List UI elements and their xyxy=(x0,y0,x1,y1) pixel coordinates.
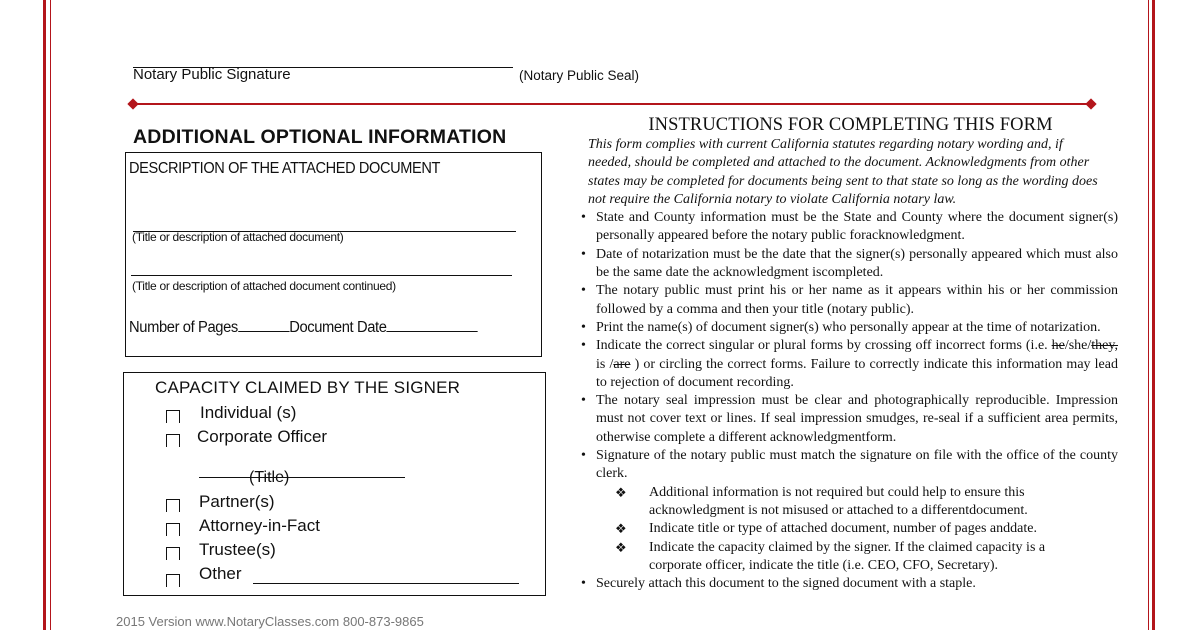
partner-label: Partner(s) xyxy=(199,492,275,511)
instruction-bullet-seal: • The notary seal impression must be clear and photographically reproducible. Impression must not cover text or lines. If seal impression smudges, re-seal if a sufficient area permits, otherwise complete a different acknowledgmentform. xyxy=(583,392,1118,447)
diamond-bullet-icon: ❖ xyxy=(615,539,627,555)
divider-left-diamond-icon xyxy=(127,98,138,109)
notary-signature-label: Notary Public Signature xyxy=(133,66,291,83)
right-border-inner xyxy=(1148,0,1149,630)
additional-info-heading: ADDITIONAL OPTIONAL INFORMATION xyxy=(133,126,507,148)
forms-text-post: ) or circling the correct forms. Failure to correctly indicate this information may lead to rejection of document recording. xyxy=(596,356,1118,390)
individual-label: Individual (s) xyxy=(200,403,297,422)
right-border-outer xyxy=(1152,0,1155,630)
instruction-sub-title xyxy=(583,520,1118,538)
individual-checkbox[interactable] xyxy=(166,410,180,423)
attached-document-box xyxy=(125,152,542,357)
section-divider xyxy=(133,103,1091,105)
instruction-sub-additional xyxy=(583,484,1118,521)
title-line-2-label: (Title or description of attached document continued) xyxy=(132,279,396,293)
notary-seal-label: (Notary Public Seal) xyxy=(519,68,640,83)
forms-text-they: they, xyxy=(1091,338,1118,354)
number-of-pages-field[interactable] xyxy=(238,317,289,332)
instruction-bullet-state-county: • State and County information must be the State and County where the document signer(s) personally appeared before the notary public foracknowledgment. xyxy=(583,209,1118,246)
sub-title-text: Indicate title or type of attached document, number of pages anddate. xyxy=(649,521,1037,537)
capacity-box xyxy=(123,372,546,596)
instruction-bullet-signer-names: • Print the name(s) of document signer(s) who personally appear at the time of notarization. xyxy=(583,319,1118,337)
title-line-2 xyxy=(131,275,512,276)
attached-document-title: DESCRIPTION OF THE ATTACHED DOCUMENT xyxy=(129,160,441,177)
sub-additional-text: Additional information is not required but could help to ensure this acknowledgment is not misused or attached to a differentdocument. xyxy=(649,484,1028,518)
number-of-pages-label: Number of Pages xyxy=(129,319,238,336)
corporate-officer-checkbox[interactable] xyxy=(166,434,180,447)
officer-title-label: (Title) xyxy=(249,469,290,486)
diamond-bullet-icon: ❖ xyxy=(615,484,627,500)
instruction-bullet-attach: • Securely attach this document to the signed document with a staple. xyxy=(583,575,1118,593)
forms-text-is: is / xyxy=(596,356,614,372)
instruction-bullet-date: • Date of notarization must be the date that the signer(s) personally appeared which must also be the same date the acknowledgment iscompleted. xyxy=(583,246,1118,283)
other-label: Other xyxy=(199,564,242,583)
instruction-bullet-notary-name: • The notary public must print his or her name as it appears within his or her commission followed by a comma and then your title (notary public). xyxy=(583,282,1118,319)
instruction-bullet-forms xyxy=(583,337,1118,392)
trustee-label: Trustee(s) xyxy=(199,540,276,559)
officer-title-line[interactable] xyxy=(199,477,405,478)
document-date-label: Document Date xyxy=(289,319,387,336)
title-line-1-label: (Title or description of attached document) xyxy=(132,230,344,244)
forms-text-pre: Indicate the correct singular or plural forms by crossing off incorrect forms (i.e. xyxy=(596,338,1052,354)
sub-capacity-text: Indicate the capacity claimed by the signer. If the claimed capacity is a corporate officer, indicate the title (i.e. CEO, CFO, Secretary). xyxy=(649,539,1046,573)
document-date-field[interactable] xyxy=(387,317,478,332)
left-border-inner xyxy=(50,0,51,630)
instruction-sub-capacity xyxy=(583,539,1118,576)
forms-text-are: are xyxy=(613,356,631,372)
pages-and-date-row xyxy=(129,317,478,337)
capacity-title: CAPACITY CLAIMED BY THE SIGNER xyxy=(155,378,461,397)
instructions-section xyxy=(583,115,1118,593)
attorney-in-fact-label: Attorney-in-Fact xyxy=(199,516,320,535)
forms-text-she: /she/ xyxy=(1064,338,1092,354)
partner-checkbox[interactable] xyxy=(166,499,180,512)
instructions-title: INSTRUCTIONS FOR COMPLETING THIS FORM xyxy=(648,115,1053,135)
footer-version: 2015 Version www.NotaryClasses.com 800-873-9865 xyxy=(116,614,424,629)
attorney-in-fact-checkbox[interactable] xyxy=(166,523,180,536)
divider-right-diamond-icon xyxy=(1085,98,1096,109)
instruction-bullet-signature: • Signature of the notary public must match the signature on file with the office of the county clerk. xyxy=(583,447,1118,484)
forms-text-he: he xyxy=(1051,338,1065,354)
left-border-outer xyxy=(43,0,46,630)
other-field[interactable] xyxy=(253,583,519,584)
diamond-bullet-icon: ❖ xyxy=(615,521,627,537)
instructions-intro: This form complies with current California statutes regarding notary wording and, if needed, should be completed and attached to the document. Acknowledgments from other states may be completed for documents being sent to that state so long as the wording does not require the California notary to violate California notary law. xyxy=(588,137,1098,207)
corporate-officer-label: Corporate Officer xyxy=(197,427,328,446)
trustee-checkbox[interactable] xyxy=(166,547,180,560)
other-checkbox[interactable] xyxy=(166,574,180,587)
